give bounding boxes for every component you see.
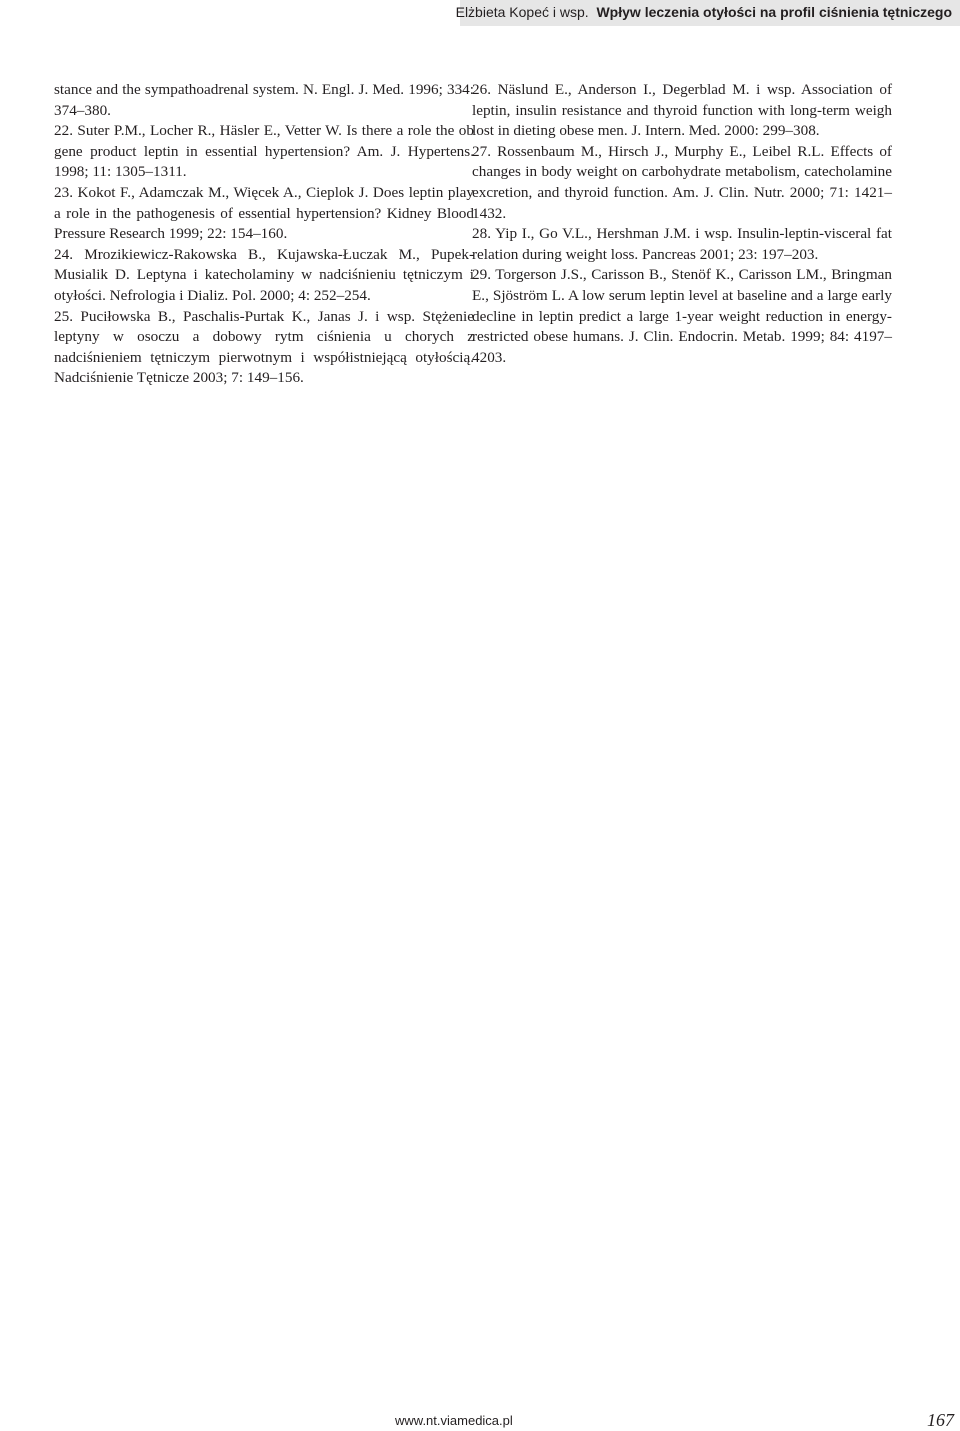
header-title: Wpływ leczenia otyłości na profil ciśnienia tętniczego: [596, 4, 952, 20]
page-number: 167: [927, 1410, 954, 1430]
running-header-text: [456, 4, 952, 21]
journal-url: www.nt.viamedica.pl: [395, 1413, 513, 1428]
reference-28: 28. Yip I., Go V.L., Hershman J.M. i wsp. Insulin-leptin-visceral fat relation during weight loss. Pancreas 2001; 23: 197–203.: [472, 225, 892, 263]
reference-25: 25. Puciłowska B., Paschalis-Purtak K., Janas J. i wsp. Stężenie leptyny w osoczu a dobowy rytm ciśnienia u chorych z nadciśnieniem tętniczym pierwotnym i współistniejącą otyłością. Nadciśnienie Tętnicze 2003; 7: 149–156.: [54, 307, 474, 387]
reference-23: 23. Kokot F., Adamczak M., Więcek A., Cieplok J. Does leptin play a role in the pathogenesis of essential hypertension? Kidney Blood Pressure Research 1999; 22: 154–160.: [54, 183, 474, 243]
right-column: [472, 80, 892, 368]
left-column: [54, 80, 474, 389]
reference-21-continuation: stance and the sympathoadrenal system. N. Engl. J. Med. 1996; 334: 374–380.: [54, 81, 474, 119]
reference-26: 26. Näslund E., Anderson I., Degerblad M. i wsp. Association of leptin, insulin resistance and thyroid function with long-term weigh lost in dieting obese men. J. Intern. Med. 2000: 299–308.: [472, 81, 892, 140]
reference-27: 27. Rossenbaum M., Hirsch J., Murphy E., Leibel R.L. Effects of changes in body weight on carbohydrate metabolism, catecholamine excretion, and thyroid function. Am. J. Clin. Nutr. 2000; 71: 1421–1432.: [472, 142, 892, 222]
header-authors: Elżbieta Kopeć i wsp.: [455, 4, 589, 20]
running-header: [455, 0, 960, 26]
reference-22: 22. Suter P.M., Locher R., Häsler E., Vetter W. Is there a role the ob gene product leptin in essential hypertension? Am. J. Hypertens. 1998; 11: 1305–1311.: [54, 122, 474, 181]
reference-24: 24. Mrozikiewicz-Rakowska B., Kujawska-Łuczak M., Pupek-Musialik D. Leptyna i katecholaminy w nadciśnieniu tętniczym i otyłości. Nefrologia i Dializ. Pol. 2000; 4: 252–254.: [54, 245, 474, 304]
reference-29: 29. Torgerson J.S., Carisson B., Stenöf K., Carisson LM., Bringman E., Sjöström L. A low serum leptin level at baseline and a large early decline in leptin predict a large 1-year weight reduction in energy-restricted obese humans. J. Clin. Endocrin. Metab. 1999; 84: 4197–4203.: [472, 266, 892, 366]
